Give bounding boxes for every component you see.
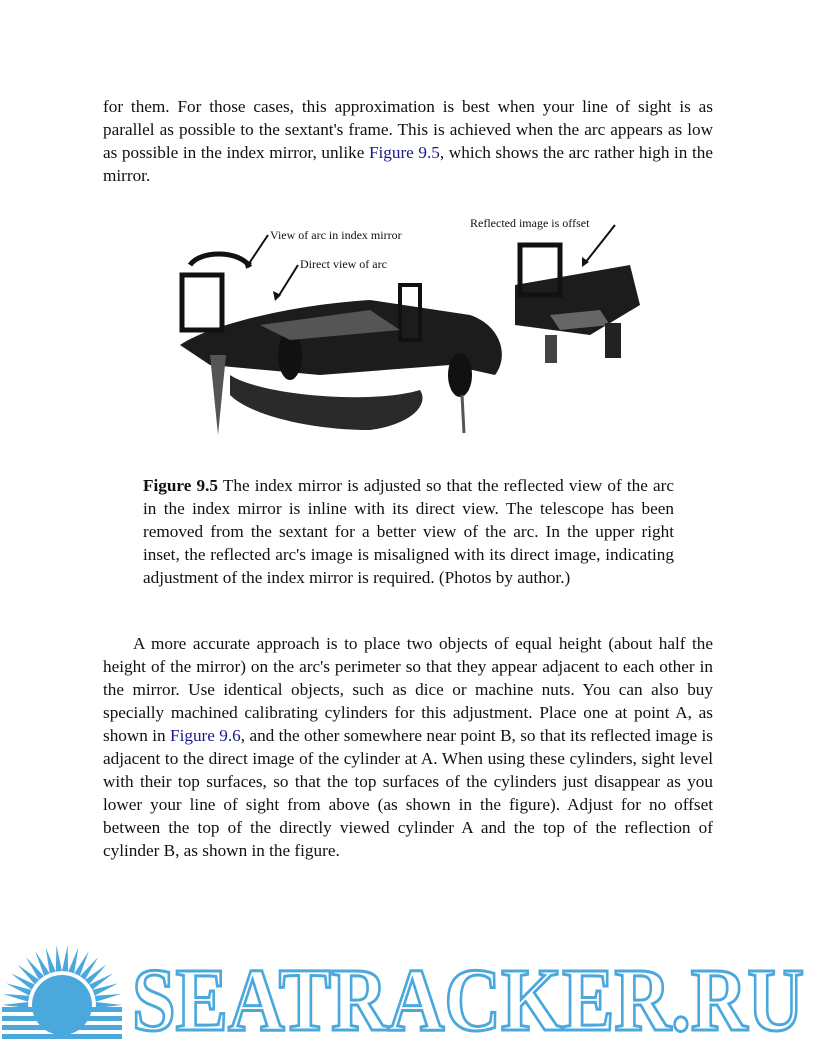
paragraph-2-text-b: , and the other somewhere near point B, so that its reflected image is adjacent to the direct image of the cylinder at A. When using these cylinders, sight level with their top surfaces, so that the top surfaces of the cylinders just disappear as you lower your line of sight from above (as shown in the figure). Adjust for no offset between the top of the directly viewed cylinder A and the top of the reflection of cylinder B, as shown in the figure. [103,726,713,860]
paragraph-1 [103,95,713,187]
paragraph-1-text-a: for them. For those cases, this approximation is best when your line of sight is as parallel as possible to the sextant's frame. This is achieved when the arc appears as low as possible in the index mirror, unlike [103,97,713,162]
figure-9-6-link[interactable]: Figure 9.6 [170,726,241,745]
sextant-photo-figure [170,205,650,455]
figure-caption [143,474,674,589]
watermark [0,935,816,1056]
figure-9-5-link[interactable]: Figure 9.5 [368,143,440,162]
sextant-inset-photo [510,235,640,365]
paragraph-1-text-b: , which shows the arc rather high in the mirror. [103,143,714,185]
label-view-of-arc: View of arc in index mirror [270,228,402,242]
paragraph-2 [103,632,713,862]
label-direct-view: Direct view of arc [300,257,387,271]
sun-icon [2,945,122,1039]
sextant-main-photo [178,254,508,455]
watermark-text: SEATRACKER.RU [132,951,804,1050]
paragraph-2-text-a: A more accurate approach is to place two objects of equal height (about half the height of the mirror) on the arc's perimeter so that they appear adjacent to each other in the mirror. Use identical objects, such as dice or machine nuts. You can also buy specially machined calibrating cylinders for this adjustment. Place one at point A, as shown in [103,634,713,745]
caption-text: The index mirror is adjusted so that the reflected view of the arc in the index mirror is inline with its direct view. The telescope has been removed from the sextant for a better view of the arc. In the upper right inset, the reflected arc's image is misaligned with its direct image, indicating adjustment of the index mirror is required. (Photos by author.) [143,476,674,587]
caption-label: Figure 9.5 [143,476,219,495]
label-reflected-offset: Reflected image is offset [470,216,590,230]
